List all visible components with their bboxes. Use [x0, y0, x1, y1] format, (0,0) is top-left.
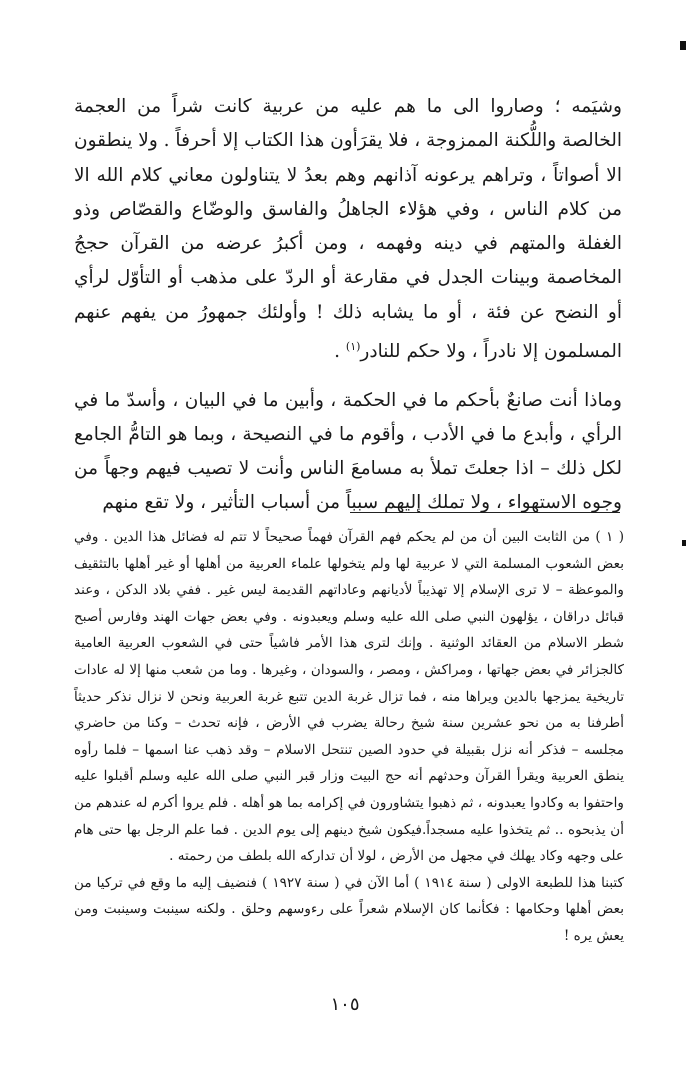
margin-mark	[680, 41, 686, 50]
page-number: ١٠٥	[330, 994, 360, 1015]
footnote-body: من الثابت البين أن من لم يحكم فهم القرآن فهماً صحيحاً لا تتم له فضائل هذا الدين . وفي بعض الشعوب المسلمة التي لا عربية لها ولم يتخولها علماء العربية من أهلها أو غير أهلها بالتثقيف والموعظة – لا ترى الإسلام إلا تهذيباً لأديانهم وعاداتهم القديمة ليس غير . ففي بلاد الدكن ، وعند قبائل دراقان ، يؤلهون النبي صلى الله عليه وسلم ويعبدونه . وفي بعض جهات الهند وفارس أصبح شطر الاسلام من العقائد الوثنية . وإنك لترى هذا الأمر فاشياً حتى في الشعوب العربية العامية كالجزائر في بعض جهاتها ، ومراكش ، ومصر ، والسودان ، وغيرها . وما من شعب منها إلا له عادات تاريخية يمزجها بالدين ويراها منه ، فما تزال غربة الدين تتبع غربة العربية ونحن لا نزال نذكر حديثاً أطرفنا به من نحو عشرين سنة شيخ رحالة يضرب في الأرض ، فإنه تحدث – وكنا من حاضري مجلسه – فذكر أنه نزل بقبيلة في حدود الصين تنتحل الاسلام – وقد ذهب عنا اسمها – فلما رأوه ينطق العربية ويقرأ القرآن وحدثهم أنه حج البيت وزار قبر النبي صلى الله عليه وسلم أقبلوا عليه واحتفوا به وكادوا يعبدونه ، ثم ذهبوا يتشاورون في إكرامه بما هو أهله . فلم يروا أكرم له عندهم من أن يذبحوه .. ثم يتخذوا عليه مسجداً.فيكون شيخ دينهم إلى يوم الدين . فما علم الرجل بها حتى هام على وجهه وكاد يهلك في مجهل من الأرض ، لولا أن تداركه الله بلطف من رحمته .	[74, 529, 624, 865]
paragraph: وماذا أنت صانعٌ بأحكم ما في الحكمة ، وأبين ما في البيان ، وأسدّ ما في الرأي ، وأبدع ما في الأدب ، وأقوم ما في النصيحة ، وبما هو التامُّ الجامع لكل ذلك – اذا جعلتَ تملأ به مسامعَ الناس وأنت لا تصيب فيهم وجهاً من وجوه الاستهواء ، ولا تملك إليهم سبباً من أسباب التأثير ، ولا تقع منهم	[74, 389, 622, 514]
main-text	[74, 90, 622, 535]
paragraph	[74, 90, 622, 370]
footnote-divider	[350, 512, 620, 513]
footnote-number: ( ١ )	[595, 529, 625, 545]
margin-mark	[682, 540, 686, 546]
footnote	[74, 524, 624, 870]
footnote-addendum: كتبنا هذا للطبعة الاولى ( سنة ١٩١٤ ) أما الآن في ( سنة ١٩٢٧ ) فنضيف إليه ما وقع في تركيا من بعض أهلها وحكامها : فكأنما كان الإسلام شعراً على رءوسهم وحلق . ولكنه سينبت وسينبت ومن يعش يره !	[74, 874, 624, 944]
paragraph-text: وشيَمه ؛ وصاروا الى ما هم عليه من عربية كانت شراً من العجمة الخالصة واللُّكنة الممزوجة ، فلا يقرَأون هذا الكتاب إلا أحرفاً . ولا ينطقون الا أصواتاً ، وتراهم يرعونه آذانهم وهم بعدُ لا يتناولون معاني كلام الله الا من كلام الناس ، وفي هؤلاء الجاهلُ والفاسق والوضّاع والقصّاص وذو الغفلة والمتهم في دينه وفهمه ، ومن أكبرُ عرضه من القرآن حججُ المخاصمة وبينات الجدل في مقارعة أو الردّ على مذهب أو التأوّل لرأي أو النضح عن فئة ، أو ما يشابه ذلك ! وأولئك جمهورُ من يفهم عنهم المسلمون إلا نادراً ، ولا حكم للنادر	[74, 96, 622, 363]
footnotes	[74, 524, 624, 950]
footnote-reference: (١)	[345, 340, 361, 354]
paragraph-end: .	[334, 341, 346, 363]
